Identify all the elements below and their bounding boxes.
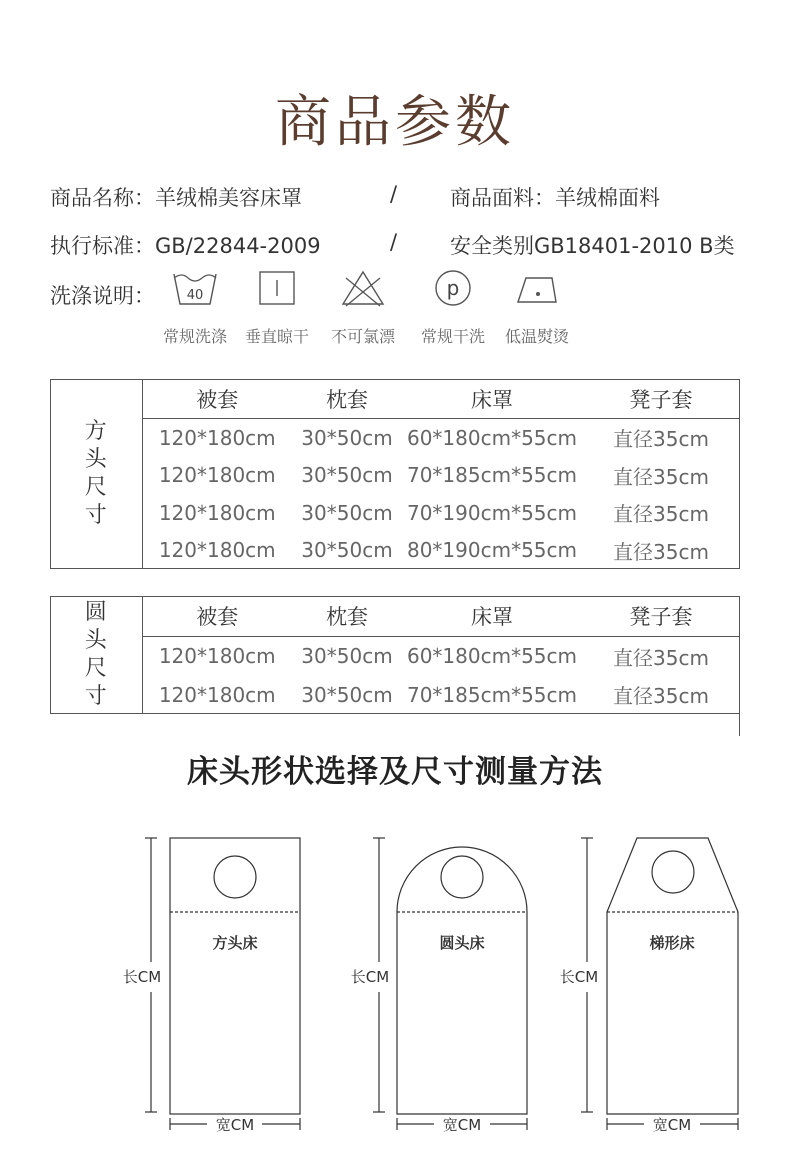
diagram-width: 宽CM (652, 1116, 692, 1134)
material-label: 商品面料： (450, 186, 555, 210)
header-pillow: 枕套 (292, 596, 402, 637)
section-title: 床头形状选择及尺寸测量方法 (187, 754, 603, 790)
table-row: 120*180cm 30*50cm 70*190cm*55cm 直径35cm (158, 500, 709, 527)
diagram-length: 长CM (350, 968, 390, 986)
wash-item-low-iron (492, 268, 582, 346)
header-duvet: 被套 (142, 379, 292, 419)
info-row-name (50, 182, 660, 212)
wash-caption: 不可氯漂 (330, 327, 395, 346)
square-side-label: 方 头 尺 寸 (50, 379, 142, 569)
material-value: 羊绒棉面料 (555, 186, 660, 210)
wash-caption: 常规干洗 (420, 327, 485, 346)
header-stool-cover: 凳子套 (582, 596, 740, 637)
dry-clean-p-icon (428, 268, 478, 308)
trapezoid-bed-diagram (581, 838, 738, 1130)
bed-shape-diagrams (0, 820, 790, 1150)
square-bed-diagram (145, 838, 300, 1130)
wash-temp-text: 40 (186, 288, 204, 303)
diagram-length: 长CM (122, 968, 162, 986)
low-iron-icon (512, 268, 562, 308)
wash-basin-40-icon (170, 268, 220, 308)
standard-value: GB/22844-2009 (155, 234, 321, 258)
round-size-table (50, 596, 740, 714)
round-bed-diagram (373, 838, 527, 1130)
table-row: 120*180cm 30*50cm 70*185cm*55cm 直径35cm (158, 463, 709, 489)
separator: / (390, 182, 398, 206)
table-row: 120*180cm 30*50cm 60*180cm*55cm 直径35cm (158, 644, 709, 670)
separator: / (390, 230, 398, 254)
table-row: 120*180cm 30*50cm 70*185cm*55cm 直径35cm (158, 682, 709, 709)
round-side-label: 圆 头 尺 寸 (50, 596, 142, 714)
header-pillow: 枕套 (292, 379, 402, 419)
wash-item-normal (150, 268, 240, 346)
page-title: 商品参数 (275, 90, 515, 155)
wash-item-dry-clean (408, 268, 498, 346)
diagram-width: 宽CM (215, 1116, 255, 1134)
header-bed-cover: 床罩 (402, 379, 582, 419)
header-bed-cover: 床罩 (402, 596, 582, 637)
name-value: 羊绒棉美容床罩 (155, 186, 302, 210)
diagram-name: 梯形床 (649, 934, 695, 952)
diagram-width: 宽CM (442, 1116, 482, 1134)
dry-clean-letter: p (446, 276, 460, 300)
wash-item-hang-dry (232, 268, 322, 346)
standard-label: 执行标准： (50, 234, 155, 258)
info-row-standard (50, 230, 735, 260)
table-row: 120*180cm 30*50cm 80*190cm*55cm 直径35cm (158, 538, 709, 564)
square-size-table (50, 379, 740, 569)
safety-category: 安全类别GB18401-2010 B类 (450, 234, 735, 258)
table-edge-line (739, 714, 740, 736)
wash-label: 洗涤说明： (50, 284, 155, 308)
wash-caption: 常规洗涤 (162, 327, 227, 346)
wash-item-no-bleach (318, 268, 408, 346)
no-bleach-icon (338, 268, 388, 308)
wash-caption: 低温熨烫 (504, 327, 569, 346)
name-label: 商品名称： (50, 186, 155, 210)
diagram-name: 圆头床 (439, 934, 485, 952)
diagram-length: 长CM (559, 968, 599, 986)
header-stool-cover: 凳子套 (582, 379, 740, 419)
wash-caption: 垂直晾干 (244, 327, 309, 346)
header-duvet: 被套 (142, 596, 292, 637)
hang-dry-icon (252, 268, 302, 308)
diagram-name: 方头床 (212, 934, 258, 952)
table-row: 120*180cm 30*50cm 60*180cm*55cm 直径35cm (158, 425, 709, 452)
